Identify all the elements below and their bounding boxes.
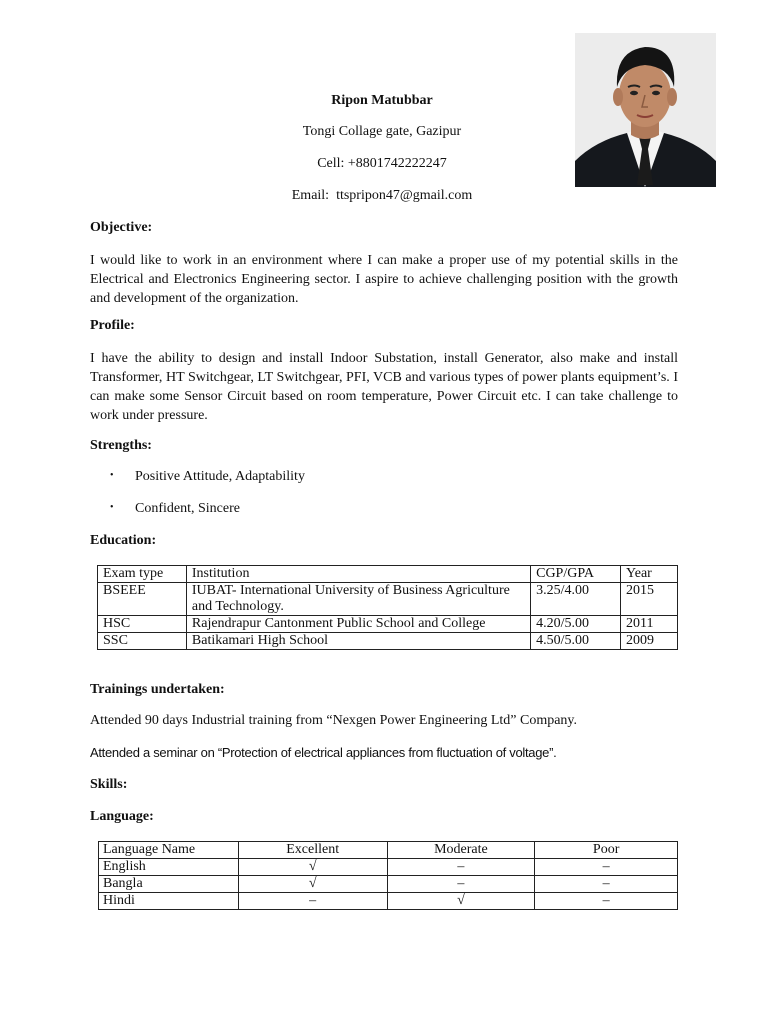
email-address[interactable]: ttspripon47@gmail.com (336, 188, 473, 203)
table-row (99, 876, 678, 893)
table-cell: Batikamari High School (186, 633, 530, 650)
table-cell: 2015 (621, 583, 678, 616)
table-cell: – (238, 893, 387, 910)
table-cell: √ (238, 876, 387, 893)
table-cell: Bangla (99, 876, 239, 893)
column-header: Year (621, 566, 678, 583)
portrait-image (575, 33, 716, 187)
column-header: Institution (186, 566, 530, 583)
column-header: Language Name (99, 842, 239, 859)
column-header: CGP/GPA (531, 566, 621, 583)
profile-text: I have the ability to design and install Indoor Substation, install Generator, also make and install Transformer, HT Switchgear, LT Switchgear, PFI, VCB and various types of power plants equipment’s. I can make some Sensor Circuit based on room temperature, Power Circuit etc. I can take challenge to work under pressure. (90, 351, 678, 423)
profile-photo (575, 33, 716, 187)
table-cell: English (99, 859, 239, 876)
language-heading: Language: (90, 809, 154, 824)
table-cell: 4.20/5.00 (531, 616, 621, 633)
table-cell: 3.25/4.00 (531, 583, 621, 616)
table-row (99, 893, 678, 910)
table-cell: 4.50/5.00 (531, 633, 621, 650)
column-header: Moderate (387, 842, 535, 859)
table-header-row (99, 842, 678, 859)
education-heading: Education: (90, 533, 157, 548)
address-line: Tongi Collage gate, Gazipur (302, 124, 462, 139)
profile-heading: Profile: (90, 318, 135, 333)
education-table (97, 565, 678, 650)
table-cell: – (387, 859, 535, 876)
skills-heading: Skills: (90, 777, 128, 792)
table-cell: √ (387, 893, 535, 910)
strength-text: Confident, Sincere (135, 501, 240, 516)
strength-text: Positive Attitude, Adaptability (135, 469, 305, 484)
strengths-heading: Strengths: (90, 438, 152, 453)
table-cell: – (535, 876, 678, 893)
bullet-icon: • (110, 470, 114, 481)
list-item (110, 501, 240, 517)
trainings-heading: Trainings undertaken: (90, 682, 225, 697)
table-cell: IUBAT- International University of Business Agriculture and Technology. (186, 583, 530, 616)
training-item: Attended 90 days Industrial training from “Nexgen Power Engineering Ltd” Company. (90, 713, 578, 728)
bullet-icon: • (110, 502, 114, 513)
objective-heading: Objective: (90, 220, 153, 235)
list-item (110, 469, 305, 485)
table-row (98, 616, 678, 633)
table-row (98, 583, 678, 616)
table-cell: SSC (98, 633, 187, 650)
table-header-row (98, 566, 678, 583)
objective-text: I would like to work in an environment where I can make a proper use of my potential skills in the Electrical and Electronics Engineering sector. I aspire to achieve challenging position with the growth and development of the organization. (90, 253, 678, 306)
table-cell: – (535, 893, 678, 910)
training-item: Attended a seminar on “Protection of electrical appliances from fluctuation of voltage”. (90, 745, 557, 760)
table-cell: √ (238, 859, 387, 876)
table-cell: 2011 (621, 616, 678, 633)
cell-line: Cell: +8801742222247 (317, 156, 447, 171)
column-header: Excellent (238, 842, 387, 859)
table-row (98, 633, 678, 650)
table-cell: HSC (98, 616, 187, 633)
candidate-name: Ripon Matubbar (331, 93, 433, 108)
email-line (180, 188, 584, 204)
table-cell: 2009 (621, 633, 678, 650)
table-cell: – (387, 876, 535, 893)
column-header: Poor (535, 842, 678, 859)
table-row (99, 859, 678, 876)
email-label: Email: (291, 188, 330, 203)
table-cell: – (535, 859, 678, 876)
column-header: Exam type (98, 566, 187, 583)
table-cell: Hindi (99, 893, 239, 910)
table-cell: BSEEE (98, 583, 187, 616)
language-table (98, 841, 678, 910)
table-cell: Rajendrapur Cantonment Public School and College (186, 616, 530, 633)
